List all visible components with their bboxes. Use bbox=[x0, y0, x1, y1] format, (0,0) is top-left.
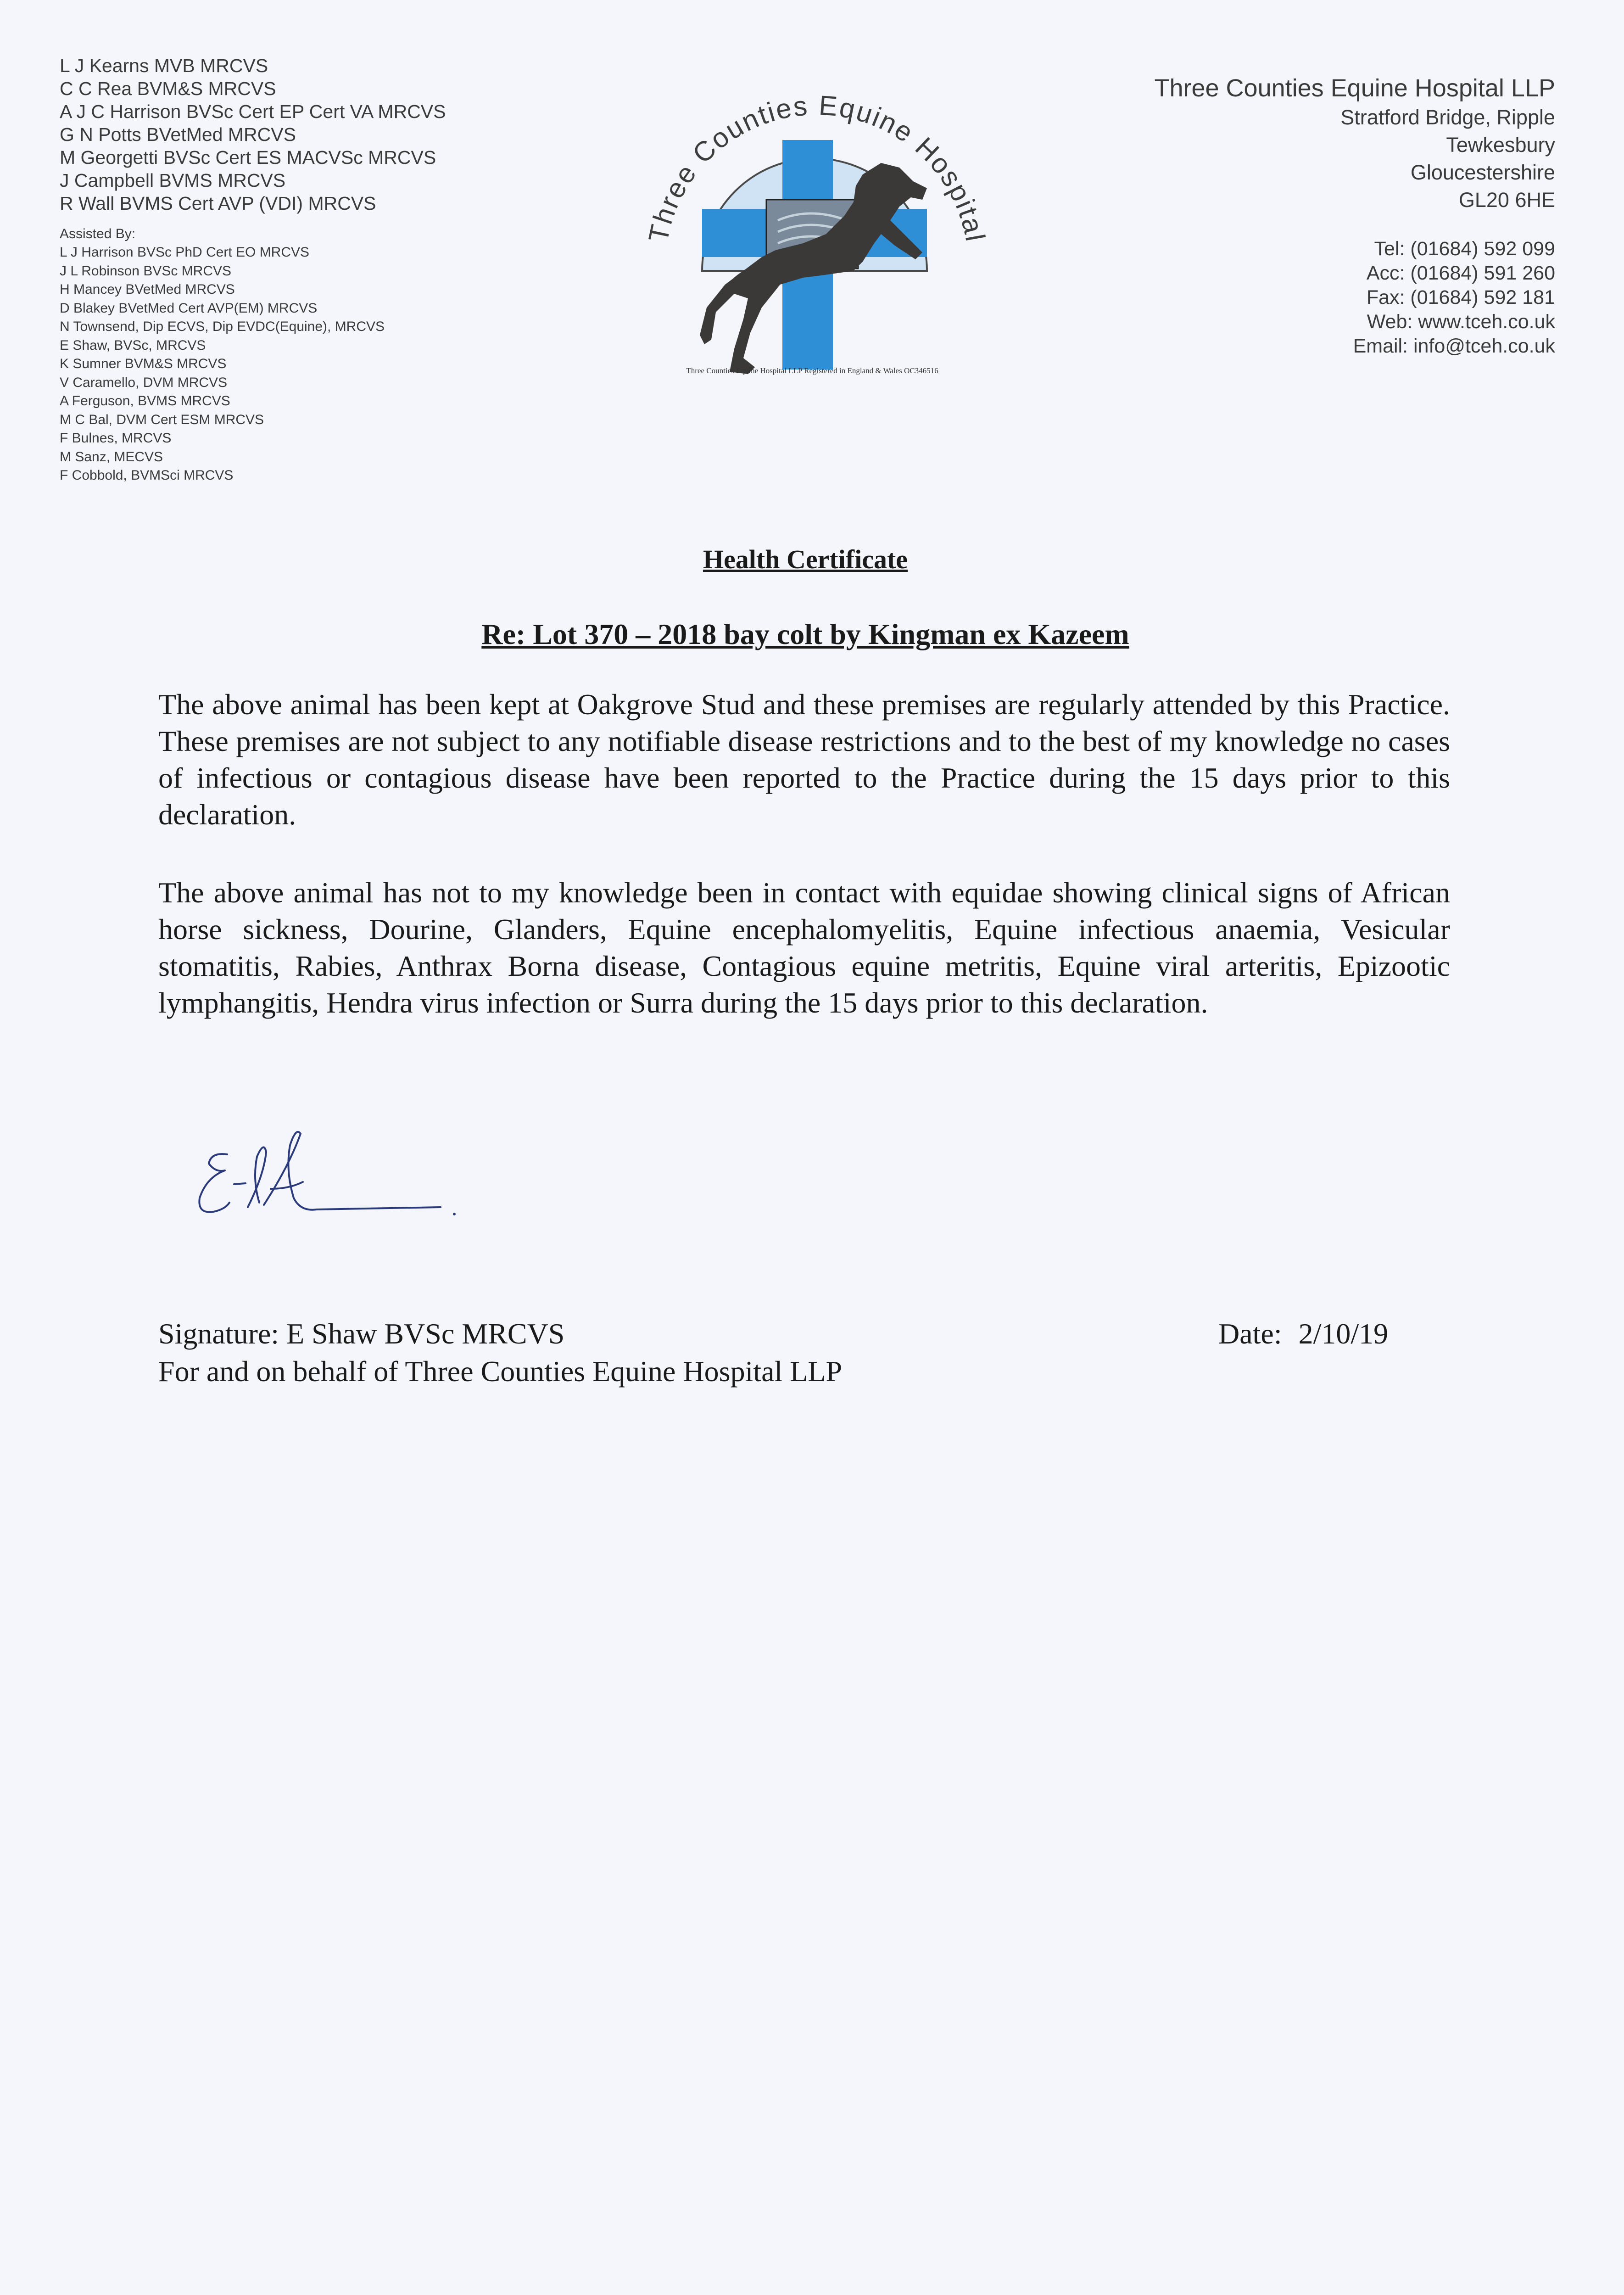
partner-list bbox=[60, 54, 446, 215]
logo-ring-text: Three Counties Equine Hospital bbox=[642, 90, 991, 245]
partner-name: R Wall BVMS Cert AVP (VDI) MRCVS bbox=[60, 193, 376, 214]
hospital-logo bbox=[606, 69, 1019, 390]
declaration-paragraph-1: The above animal has been kept at Oakgrove Stud and these premises are regularly attended by this Practice. These premises are not subject to any notifiable disease restrictions and to the best of my knowledge no cases of infectious or contagious disease have been reported to the Practice during the 15 days prior to this declaration. bbox=[158, 688, 1450, 831]
assistant-name: K Sumner BVM&S MRCVS bbox=[60, 356, 227, 371]
assisted-by-label: Assisted By: bbox=[60, 226, 136, 241]
assistant-name: F Cobbold, BVMSci MRCVS bbox=[60, 468, 234, 483]
assistant-name: J L Robinson BVSc MRCVS bbox=[60, 263, 232, 279]
date-value: 2/10/19 bbox=[1298, 1317, 1389, 1350]
behalf-line: For and on behalf of Three Counties Equine Hospital LLP bbox=[158, 1355, 843, 1388]
vets-list bbox=[60, 54, 446, 485]
assistant-name: D Blakey BVetMed Cert AVP(EM) MRCVS bbox=[60, 300, 318, 316]
handwritten-signature bbox=[184, 1120, 468, 1239]
assistant-name: M Sanz, MECVS bbox=[60, 449, 163, 465]
assistant-name: M C Bal, DVM Cert ESM MRCVS bbox=[60, 412, 264, 427]
date-block bbox=[1218, 1315, 1388, 1353]
date-label: Date: bbox=[1218, 1317, 1282, 1350]
assistant-list bbox=[60, 243, 446, 485]
partner-name: G N Potts BVetMed MRCVS bbox=[60, 124, 296, 145]
address-line: Tewkesbury bbox=[1446, 133, 1555, 157]
address-line: Stratford Bridge, Ripple bbox=[1340, 106, 1555, 129]
email-line: Email: info@tceh.co.uk bbox=[1353, 335, 1555, 357]
signature-line: Signature: E Shaw BVSc MRCVS bbox=[158, 1317, 565, 1350]
assistant-name: F Bulnes, MRCVS bbox=[60, 431, 172, 446]
assistant-name: L J Harrison BVSc PhD Cert EO MRCVS bbox=[60, 245, 310, 260]
partner-name: A J C Harrison BVSc Cert EP Cert VA MRCVS bbox=[60, 101, 446, 122]
address-line: Gloucestershire bbox=[1410, 161, 1555, 184]
accounts-phone-line: Acc: (01684) 591 260 bbox=[1366, 262, 1555, 284]
fax-line: Fax: (01684) 592 181 bbox=[1366, 286, 1555, 308]
assistant-name: A Ferguson, BVMS MRCVS bbox=[60, 393, 230, 409]
firm-name: Three Counties Equine Hospital LLP bbox=[1154, 74, 1555, 102]
assistant-name: N Townsend, Dip ECVS, Dip EVDC(Equine), MRCVS bbox=[60, 319, 385, 334]
partner-name: L J Kearns MVB MRCVS bbox=[60, 55, 268, 76]
signoff-block bbox=[158, 1315, 842, 1390]
partner-name: M Georgetti BVSc Cert ES MACVSc MRCVS bbox=[60, 147, 436, 168]
partner-name: J Campbell BVMS MRCVS bbox=[60, 170, 286, 191]
logo-caption: Three Counties Equine Hospital LLP Registered in England & Wales OC346516 bbox=[686, 366, 938, 375]
certificate-title: Health Certificate bbox=[703, 544, 908, 574]
assistant-name: H Mancey BVetMed MRCVS bbox=[60, 282, 235, 297]
partner-name: C C Rea BVM&S MRCVS bbox=[60, 78, 276, 99]
phone-line: Tel: (01684) 592 099 bbox=[1374, 238, 1555, 260]
web-line: Web: www.tceh.co.uk bbox=[1367, 311, 1555, 333]
address-line: GL20 6HE bbox=[1458, 188, 1555, 212]
declaration-paragraph-2: The above animal has not to my knowledge been in contact with equidae showing clinical signs of African horse sickness, Dourine, Glanders, Equine encephalomyelitis, Equine infectious anaemia, Vesicular stomatitis, Rabies, Anthrax Borna disease, Contagious equine metritis, Equine viral arteritis, Epizootic lymphangitis, Hendra virus infection or Surra during the 15 days prior to this declaration. bbox=[158, 876, 1450, 1019]
address-block bbox=[1154, 73, 1555, 358]
certificate-reference: Re: Lot 370 – 2018 bay colt by Kingman ex Kazeem bbox=[481, 618, 1129, 650]
assistant-name: E Shaw, BVSc, MRCVS bbox=[60, 337, 206, 353]
contact-details bbox=[1154, 237, 1555, 358]
assistant-name: V Caramello, DVM MRCVS bbox=[60, 375, 228, 390]
